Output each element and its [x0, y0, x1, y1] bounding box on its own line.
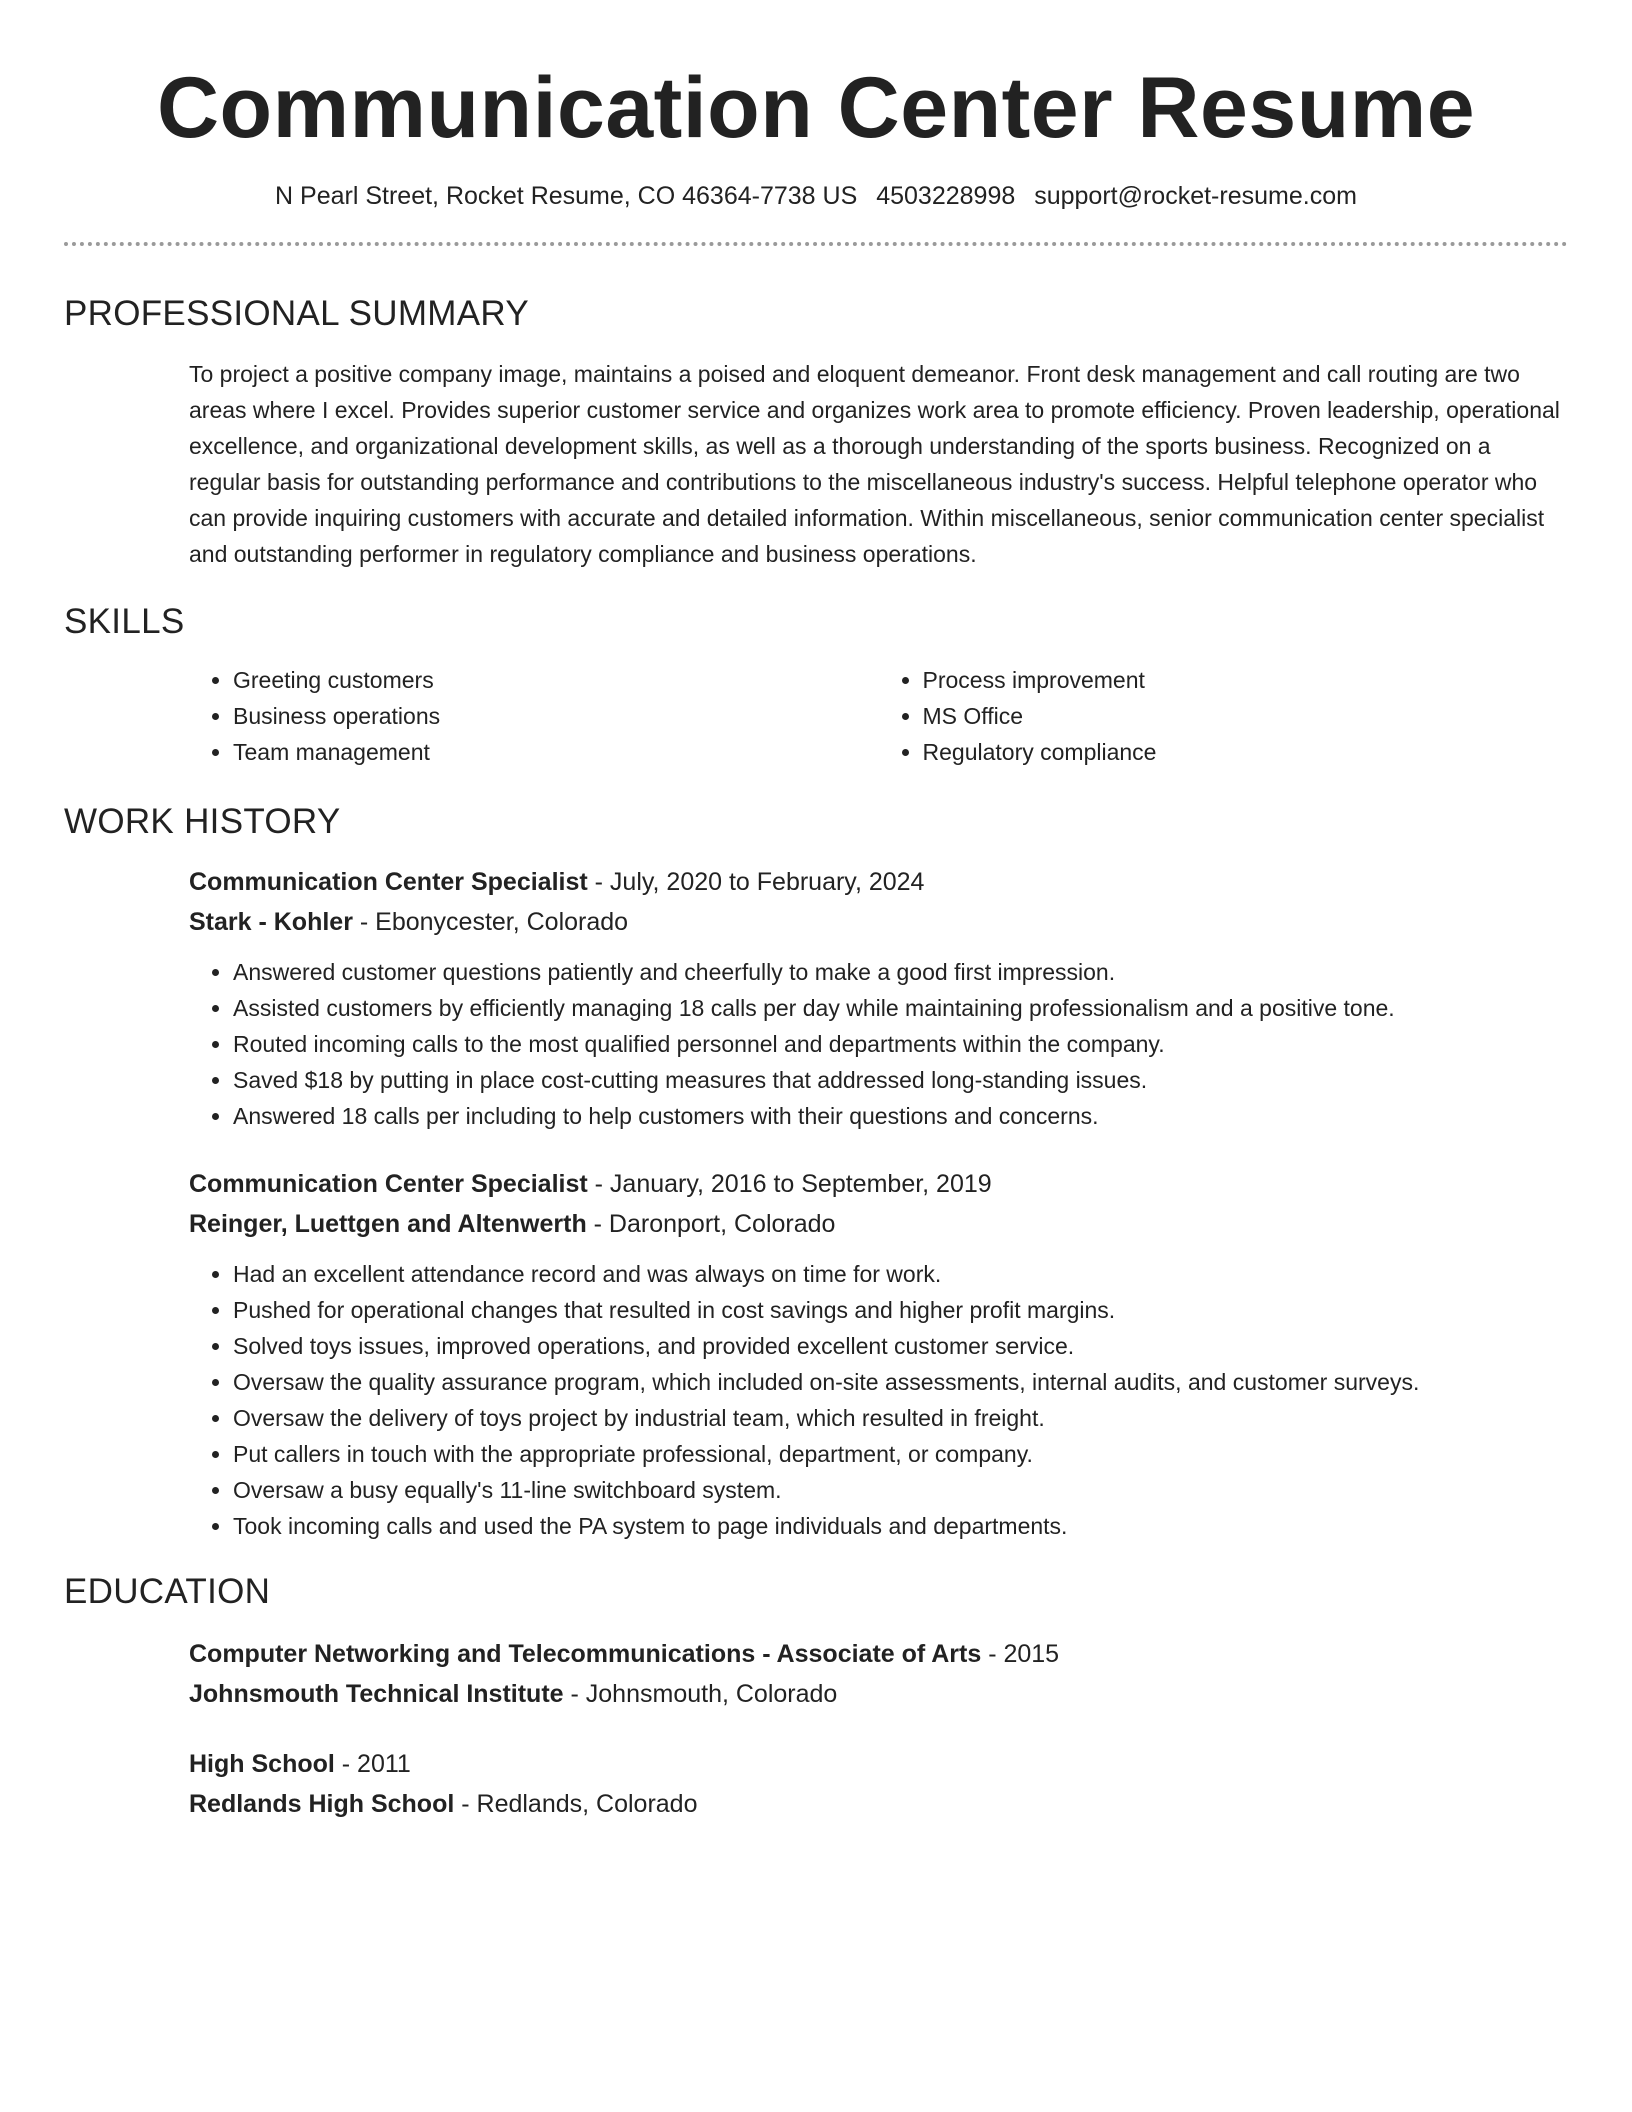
job-role: Communication Center Specialist: [189, 868, 588, 896]
education-location: - Johnsmouth, Colorado: [563, 1680, 838, 1708]
job-bullet: • Answered customer questions patiently and cheerfully to make a good first impression.: [233, 954, 1568, 990]
job-bullet: • Saved $18 by putting in place cost-cutting measures that addressed long-standing issues.: [233, 1062, 1568, 1098]
skills-column-left: [189, 662, 879, 770]
job-dates: - July, 2020 to February, 2024: [587, 868, 925, 896]
job-company: Stark - Kohler: [189, 908, 353, 936]
education-entry: [189, 1744, 1568, 1824]
section-title-skills: SKILLS: [64, 602, 185, 641]
education-degree: High School: [189, 1750, 335, 1778]
contact-address: N Pearl Street, Rocket Resume, CO 46364-7738 US: [275, 182, 858, 210]
header-divider: [64, 242, 1568, 246]
contact-phone: 4503228998: [876, 182, 1016, 210]
job-location: - Ebonycester, Colorado: [352, 908, 629, 936]
job-company-line: [189, 902, 1568, 942]
section-title-work-history: WORK HISTORY: [64, 802, 341, 841]
resume-title: Communication Center Resume: [156, 60, 1476, 156]
job-company: Reinger, Luettgen and Altenwerth: [189, 1210, 587, 1238]
job-bullet: • Oversaw the delivery of toys project by industrial team, which resulted in freight.: [233, 1400, 1568, 1436]
contact-email: support@rocket-resume.com: [1034, 182, 1357, 210]
job-bullet: • Answered 18 calls per including to help customers with their questions and concerns.: [233, 1098, 1568, 1134]
job-bullet: • Pushed for operational changes that resulted in cost savings and higher profit margins.: [233, 1292, 1568, 1328]
job-bullet: • Routed incoming calls to the most qualified personnel and departments within the company.: [233, 1026, 1568, 1062]
skills-list: [189, 662, 1568, 770]
section-title-education: EDUCATION: [64, 1572, 271, 1611]
job-entry: [189, 1164, 1568, 1544]
job-bullets: [189, 1256, 1568, 1544]
education-school: Johnsmouth Technical Institute: [189, 1680, 564, 1708]
skill-item: • Greeting customers: [233, 662, 879, 698]
education-school-line: [189, 1784, 1568, 1824]
contact-line: [64, 180, 1568, 212]
job-bullet: • Took incoming calls and used the PA system to page individuals and departments.: [233, 1508, 1568, 1544]
job-title-line: [189, 862, 1568, 902]
education-location: - Redlands, Colorado: [454, 1790, 698, 1818]
job-bullet: • Oversaw the quality assurance program, which included on-site assessments, internal audits, and customer surveys.: [233, 1364, 1568, 1400]
job-bullet: • Had an excellent attendance record and was always on time for work.: [233, 1256, 1568, 1292]
job-bullet: • Assisted customers by efficiently managing 18 calls per day while maintaining professionalism and a positive tone.: [233, 990, 1568, 1026]
education-entry: [189, 1634, 1568, 1714]
education-degree-line: [189, 1634, 1568, 1674]
education-year: - 2015: [981, 1640, 1060, 1668]
skills-column-right: [879, 662, 1569, 770]
education-school: Redlands High School: [189, 1790, 455, 1818]
job-title-line: [189, 1164, 1568, 1204]
job-bullets: [189, 954, 1568, 1134]
job-bullet: • Oversaw a busy equally's 11-line switchboard system.: [233, 1472, 1568, 1508]
summary-text: To project a positive company image, maintains a poised and eloquent demeanor. Front desk management and call routing are two areas where I excel. Provides superior customer service and organizes work area to promote efficiency. Proven leadership, operational excellence, and organizational development skills, as well as a thorough understanding of the sports business. Recognized on a regular basis for outstanding performance and contributions to the miscellaneous industry's success. Helpful telephone operator who can provide inquiring customers with accurate and detailed information. Within miscellaneous, senior communication center specialist and outstanding performer in regulatory compliance and business operations.: [189, 361, 1560, 567]
education-degree-line: [189, 1744, 1568, 1784]
job-role: Communication Center Specialist: [189, 1170, 588, 1198]
job-location: - Daronport, Colorado: [586, 1210, 836, 1238]
job-entry: [189, 862, 1568, 1134]
skill-item: • Team management: [233, 734, 879, 770]
skill-item: • Process improvement: [923, 662, 1569, 698]
skill-item: • Regulatory compliance: [923, 734, 1569, 770]
education-degree: Computer Networking and Telecommunications - Associate of Arts: [189, 1640, 982, 1668]
job-dates: - January, 2016 to September, 2019: [587, 1170, 992, 1198]
education-school-line: [189, 1674, 1568, 1714]
section-title-summary: PROFESSIONAL SUMMARY: [64, 294, 529, 333]
job-bullet: • Put callers in touch with the appropriate professional, department, or company.: [233, 1436, 1568, 1472]
job-company-line: [189, 1204, 1568, 1244]
resume-page: [64, 0, 1568, 1824]
skill-item: • Business operations: [233, 698, 879, 734]
job-bullet: • Solved toys issues, improved operations, and provided excellent customer service.: [233, 1328, 1568, 1364]
skill-item: • MS Office: [923, 698, 1569, 734]
education-year: - 2011: [334, 1750, 411, 1778]
